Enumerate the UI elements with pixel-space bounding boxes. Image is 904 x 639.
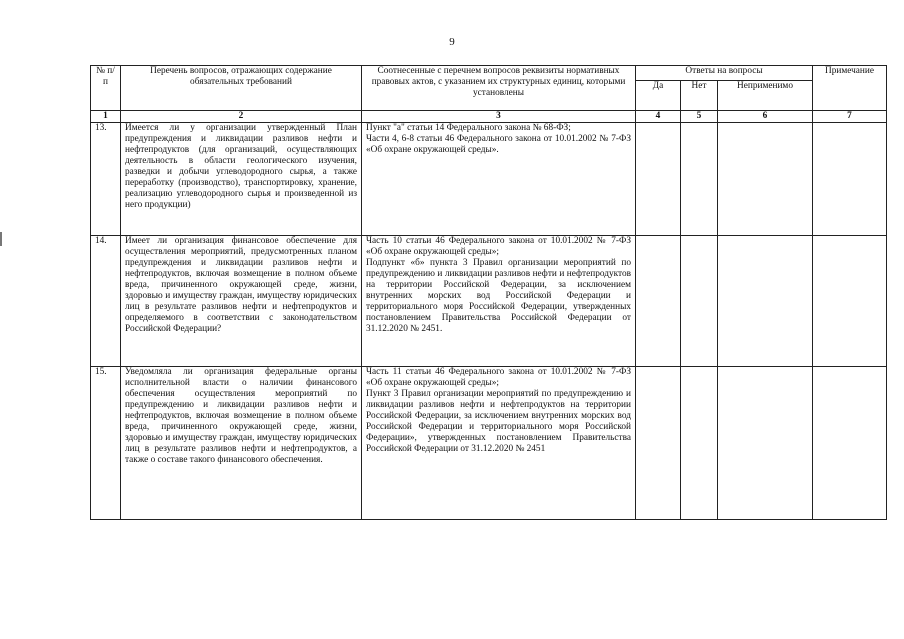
requisite-item: Пункт 3 Правил организации мероприятий по предупреждению и ликвидации разливов нефти и нефтепродуктов на территории Российской Федерации, за исключением внутренних морских вод Российской Федерации и территориального моря Российской Федерации», утвержденных постановлением Правительства Российской Федерации от 31.12.2020 № 2451 xyxy=(366,389,631,454)
header-requisites: Соотнесенные с перечнем вопросов реквизиты нормативных правовых актов, с указанием их структурных единиц, которыми установлены xyxy=(362,66,636,111)
column-number: 1 xyxy=(91,111,121,123)
header-no: Нет xyxy=(681,81,718,111)
requisites-cell xyxy=(362,123,636,236)
column-number: 7 xyxy=(813,111,887,123)
column-number: 3 xyxy=(362,111,636,123)
table-row xyxy=(91,236,887,367)
row-number: 13. xyxy=(91,123,121,236)
note-cell[interactable] xyxy=(813,123,887,236)
note-cell[interactable] xyxy=(813,367,887,520)
requisite-item: Части 4, 6-8 статьи 46 Федерального закона от 10.01.2002 № 7-ФЗ «Об охране окружающей среды». xyxy=(366,134,631,155)
requisites-cell xyxy=(362,236,636,367)
answer-yes-cell[interactable] xyxy=(636,123,681,236)
column-number: 4 xyxy=(636,111,681,123)
question-text: Имеется ли у организации утвержденный План предупреждения и ликвидации разливов нефти и нефтепродуктов (для организаций, осуществляющих деятельность в области геологического изучения, разведки и добычи углеводородного сырья, а также переработку (производство), транспортировку, хранение, реализацию углеводородного сырья и произведенной из него продукции) xyxy=(121,123,362,236)
header-answers: Ответы на вопросы xyxy=(636,66,813,81)
column-number: 2 xyxy=(121,111,362,123)
answer-no-cell[interactable] xyxy=(681,236,718,367)
table-row xyxy=(91,367,887,520)
answer-na-cell[interactable] xyxy=(718,123,813,236)
answer-na-cell[interactable] xyxy=(718,236,813,367)
requisite-item: Часть 11 статьи 46 Федерального закона от 10.01.2002 № 7-ФЗ «Об охране окружающей среды»; xyxy=(366,367,631,388)
table-row xyxy=(91,123,887,236)
header-num: № п/п xyxy=(91,66,121,111)
answer-yes-cell[interactable] xyxy=(636,236,681,367)
header-note: Примечание xyxy=(813,66,887,111)
row-number: 15. xyxy=(91,367,121,520)
requisite-item: Часть 10 статьи 46 Федерального закона от 10.01.2002 № 7-ФЗ «Об охране окружающей среды»; xyxy=(366,236,631,257)
column-number: 5 xyxy=(681,111,718,123)
header-yes: Да xyxy=(636,81,681,111)
answer-no-cell[interactable] xyxy=(681,367,718,520)
header-questions: Перечень вопросов, отражающих содержание обязательных требований xyxy=(121,66,362,111)
row-number: 14. xyxy=(91,236,121,367)
answer-yes-cell[interactable] xyxy=(636,367,681,520)
page-number: 9 xyxy=(449,36,455,48)
checklist-table xyxy=(90,65,887,520)
answer-no-cell[interactable] xyxy=(681,123,718,236)
header-row-1 xyxy=(91,66,887,81)
header-na: Неприменимо xyxy=(718,81,813,111)
requisites-cell xyxy=(362,367,636,520)
answer-na-cell[interactable] xyxy=(718,367,813,520)
column-number: 6 xyxy=(718,111,813,123)
note-cell[interactable] xyxy=(813,236,887,367)
question-text: Имеет ли организация финансовое обеспечение для осуществления мероприятий, предусмотренных планом предупреждения и ликвидации разливов нефти и нефтепродуктов, включая возмещение в полном объеме вреда, причиненного окружающей среде, жизни, здоровью и имуществу граждан, имуществу юридических лиц в результате разливов нефти и нефтепродуктов и определяемого в соответствии с законодательством Российской Федерации? xyxy=(121,236,362,367)
scan-edge-mark xyxy=(0,232,2,246)
requisite-item: Пункт "а" статьи 14 Федерального закона № 68-ФЗ; xyxy=(366,123,571,133)
question-text: Уведомляла ли организация федеральные органы исполнительной власти о наличии финансового обеспечения осуществления мероприятий по предупреждению и ликвидации разливов нефти и нефтепродуктов, включая возмещение в полном объеме вреда, причиненного окружающей среде, жизни, здоровью и имуществу граждан, имуществу юридических лиц в результате разливов нефти и нефтепродуктов, а также о составе такого финансового обеспечения. xyxy=(121,367,362,520)
requisite-item: Подпункт «б» пункта 3 Правил организации мероприятий по предупреждению и ликвидации разливов нефти и нефтепродуктов на территории Российской Федерации, за исключением внутренних морских вод Российской Федерации и территориального моря Российской Федерации, утвержденных постановлением Правительства Российской Федерации от 31.12.2020 № 2451. xyxy=(366,258,631,334)
column-number-row xyxy=(91,111,887,123)
